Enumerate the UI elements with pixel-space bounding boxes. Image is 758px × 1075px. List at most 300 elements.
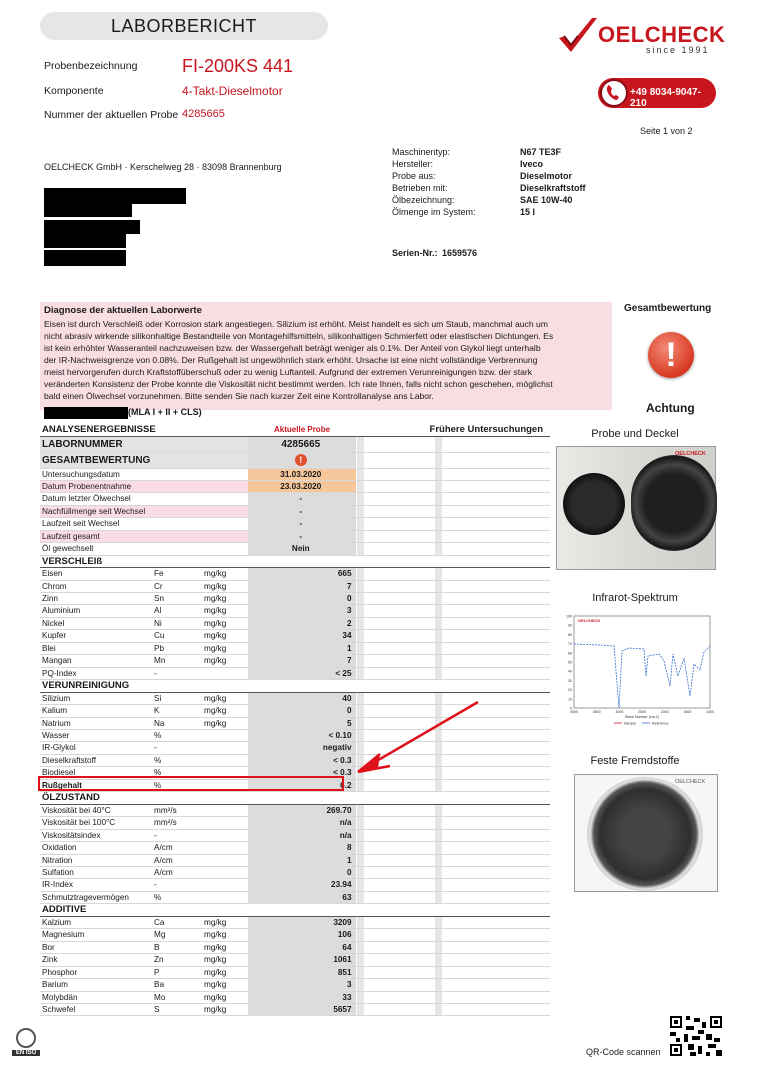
info-name: Datum letzter Ölwechsel <box>40 493 248 505</box>
info-name: Öl gewechselt <box>40 543 248 555</box>
previous-cell <box>434 452 442 468</box>
sample-name-label: Probenbezeichnung <box>44 60 138 72</box>
previous-cell <box>434 891 442 903</box>
previous-cell <box>434 568 442 580</box>
param-value: 1 <box>248 642 356 654</box>
previous-cell <box>434 593 442 605</box>
ir-ytick: 70 <box>568 642 572 647</box>
foreign-matter-photo <box>574 774 718 892</box>
param-name: Mangan <box>40 655 152 667</box>
param-name: Magnesium <box>40 929 152 941</box>
param-value: 0 <box>248 867 356 879</box>
param-symbol: Mg <box>152 929 202 941</box>
param-value: 23.94 <box>248 879 356 891</box>
previous-cell <box>434 804 442 816</box>
param-value: n/a <box>248 817 356 829</box>
param-unit: mg/kg <box>202 916 248 928</box>
param-symbol: % <box>152 767 202 779</box>
table-row <box>40 929 549 941</box>
overall-symbol: ! <box>295 454 307 466</box>
redacted-block <box>44 220 140 234</box>
previous-cell <box>434 817 442 829</box>
machine-values <box>520 146 586 218</box>
param-value: negativ <box>248 742 356 754</box>
info-row <box>40 530 549 542</box>
sample-from-value: Dieselmotor <box>520 171 573 181</box>
param-unit: mg/kg <box>202 593 248 605</box>
table-row <box>40 916 549 928</box>
param-name: PQ-Index <box>40 667 152 679</box>
section-title: ÖLZUSTAND <box>40 792 549 804</box>
table-row <box>40 617 549 629</box>
param-value: 7 <box>248 655 356 667</box>
previous-cell <box>356 436 364 452</box>
info-row <box>40 518 549 530</box>
oil-name-value: SAE 10W-40 <box>520 195 573 205</box>
param-symbol: - <box>152 742 202 754</box>
photo-logo: OELCHECK <box>675 451 706 457</box>
param-symbol: % <box>152 730 202 742</box>
machine-type-label: Maschinentyp: <box>392 147 451 157</box>
table-row <box>40 979 549 991</box>
previous-cell <box>356 954 364 966</box>
sample-from-label: Probe aus: <box>392 171 436 181</box>
table-row <box>40 966 549 978</box>
previous-cell <box>434 530 442 542</box>
previous-cell <box>356 630 364 642</box>
ir-xlabel: Wave Number (cm-1) <box>624 715 660 719</box>
diagnosis-text <box>44 318 610 402</box>
section-header <box>40 555 549 567</box>
current-sample-header: Aktuelle Probe <box>248 424 356 436</box>
ir-ytick: 50 <box>568 660 572 665</box>
param-symbol: Si <box>152 692 202 704</box>
overall-label: GESAMTBEWERTUNG <box>40 452 248 468</box>
previous-cell <box>434 1003 442 1015</box>
param-unit: mg/kg <box>202 979 248 991</box>
param-symbol: % <box>152 779 202 791</box>
previous-cell <box>434 916 442 928</box>
section-title: VERUNREINIGUNG <box>40 680 549 692</box>
foreign-caption: Feste Fremdstoffe <box>590 755 680 767</box>
previous-cell <box>356 580 364 592</box>
param-name: Viskosität bei 40°C <box>40 804 152 816</box>
previous-cell <box>356 879 364 891</box>
table-row <box>40 879 549 891</box>
param-value: 1061 <box>248 954 356 966</box>
info-name: Laufzeit gesamt <box>40 530 248 542</box>
param-unit: mg/kg <box>202 568 248 580</box>
sender-address: OELCHECK GmbH · Kerschelweg 28 · 83098 Brannenburg <box>44 162 282 172</box>
param-symbol: Mo <box>152 991 202 1003</box>
previous-cell <box>434 779 442 791</box>
param-name: IR-Index <box>40 879 152 891</box>
previous-cell <box>434 630 442 642</box>
ir-ytick: 40 <box>568 669 572 674</box>
param-unit: mg/kg <box>202 642 248 654</box>
previous-cell <box>356 505 364 517</box>
previous-cell <box>356 929 364 941</box>
soot-highlight-box <box>38 776 344 791</box>
previous-header: Frühere Untersuchungen <box>364 424 549 436</box>
qr-code-icon[interactable] <box>668 1014 724 1058</box>
info-row <box>40 493 549 505</box>
previous-cell <box>356 518 364 530</box>
info-name: Untersuchungsdatum <box>40 468 248 480</box>
previous-cell <box>356 530 364 542</box>
table-row <box>40 630 549 642</box>
previous-cell <box>434 941 442 953</box>
redacted-block <box>44 234 126 248</box>
param-value: 851 <box>248 966 356 978</box>
ir-legend-sample: Sample <box>624 721 637 726</box>
info-value: 31.03.2020 <box>248 468 356 480</box>
phone-badge[interactable] <box>598 78 716 108</box>
previous-cell <box>356 493 364 505</box>
info-name: Datum Probenentnahme <box>40 480 248 492</box>
param-value: 40 <box>248 692 356 704</box>
info-value: 23.03.2020 <box>248 480 356 492</box>
param-name: Biodiesel <box>40 767 152 779</box>
info-value: - <box>248 530 356 542</box>
sample-lid-photo <box>556 446 716 570</box>
param-unit: mg/kg <box>202 705 248 717</box>
cert-text: EN ISO <box>12 1050 40 1056</box>
previous-cell <box>356 979 364 991</box>
page-indicator: Seite 1 von 2 <box>640 126 693 136</box>
info-name: Laufzeit seit Wechsel <box>40 518 248 530</box>
param-value: < 0.10 <box>248 730 356 742</box>
ir-logo: OELCHECK <box>578 618 601 623</box>
param-name: Natrium <box>40 717 152 729</box>
param-unit <box>202 842 248 854</box>
param-symbol: - <box>152 667 202 679</box>
redacted-block <box>44 250 126 266</box>
previous-cell <box>434 617 442 629</box>
previous-cell <box>356 842 364 854</box>
sample-name-value: FI-200KS 441 <box>182 56 294 76</box>
param-symbol: % <box>152 754 202 766</box>
param-unit <box>202 817 248 829</box>
checkmark-icon <box>556 14 600 58</box>
param-symbol: - <box>152 829 202 841</box>
param-value: 7 <box>248 580 356 592</box>
previous-cell <box>356 829 364 841</box>
table-row <box>40 991 549 1003</box>
param-name: Bor <box>40 941 152 953</box>
param-unit <box>202 879 248 891</box>
previous-cell <box>434 867 442 879</box>
component-value: 4-Takt-Dieselmotor <box>182 84 283 98</box>
param-unit: mg/kg <box>202 966 248 978</box>
table-row <box>40 941 549 953</box>
param-name: Schmutztragevermögen <box>40 891 152 903</box>
param-symbol: Zn <box>152 954 202 966</box>
param-value: < 0.3 <box>248 754 356 766</box>
previous-cell <box>356 642 364 654</box>
previous-cell <box>356 543 364 555</box>
param-unit: mg/kg <box>202 580 248 592</box>
param-symbol: Cu <box>152 630 202 642</box>
diagnosis-line: nicht abrasiv wirkende silikonhaltige Bestandteile von Montagehilfsmitteln, silikonhaltigen Schmierfett oder elastischen Dichtungen. Es <box>44 331 554 341</box>
info-value: Nein <box>248 543 356 555</box>
table-row <box>40 580 549 592</box>
previous-cell <box>356 617 364 629</box>
param-name: Zink <box>40 954 152 966</box>
qr-label: QR-Code scannen <box>586 1047 661 1057</box>
assessment-label: Achtung <box>646 401 695 415</box>
info-row <box>40 505 549 517</box>
diagnosis-line: bald einen Ölwechsel vorzunehmen. Bitte senden Sie nach kurzer Zeit eine Kontrollanalyse ans Labor. <box>44 391 434 401</box>
ir-xtick: 1500 <box>683 710 692 714</box>
param-unit <box>202 730 248 742</box>
redacted-block <box>44 188 186 204</box>
previous-cell <box>356 966 364 978</box>
param-symbol: Ba <box>152 979 202 991</box>
param-name: Nickel <box>40 617 152 629</box>
previous-cell <box>434 436 442 452</box>
param-unit: mg/kg <box>202 954 248 966</box>
machine-type-value: N67 TE3F <box>520 147 562 157</box>
previous-cell <box>356 593 364 605</box>
param-symbol: Al <box>152 605 202 617</box>
ir-spectrum-svg <box>554 608 716 734</box>
param-name: Wasser <box>40 730 152 742</box>
logo-tagline: since 1991 <box>646 45 710 55</box>
param-unit <box>202 854 248 866</box>
previous-cell <box>356 568 364 580</box>
previous-cell <box>434 991 442 1003</box>
sample-number-value: 4285665 <box>182 108 225 120</box>
param-unit: mg/kg <box>202 655 248 667</box>
phone-icon <box>600 79 628 107</box>
param-value: < 0.3 <box>248 767 356 779</box>
param-value: 3 <box>248 605 356 617</box>
previous-cell <box>434 543 442 555</box>
param-value: 0 <box>248 705 356 717</box>
assessment-title: Gesamtbewertung <box>624 303 712 314</box>
param-unit: mg/kg <box>202 929 248 941</box>
previous-cell <box>434 518 442 530</box>
ir-ytick: 10 <box>568 697 572 702</box>
lab-number-label: LABORNUMMER <box>40 436 248 452</box>
fuel-label: Betrieben mit: <box>392 183 448 193</box>
previous-cell <box>434 468 442 480</box>
previous-cell <box>356 804 364 816</box>
param-value: 0 <box>248 593 356 605</box>
param-unit: mg/kg <box>202 717 248 729</box>
info-row <box>40 543 549 555</box>
analysis-header: ANALYSENERGEBNISSE <box>40 424 248 436</box>
warning-symbol: ! <box>665 336 677 374</box>
param-name: Chrom <box>40 580 152 592</box>
param-name: Aluminium <box>40 605 152 617</box>
param-value: 665 <box>248 568 356 580</box>
ir-xtick: 1000 <box>706 710 714 714</box>
previous-cell <box>356 817 364 829</box>
param-value: 33 <box>248 991 356 1003</box>
previous-cell <box>356 867 364 879</box>
ir-xtick: 2000 <box>660 710 669 714</box>
table-row <box>40 891 549 903</box>
param-symbol: Mn <box>152 655 202 667</box>
ir-xtick: 2500 <box>638 710 646 714</box>
param-unit <box>202 804 248 816</box>
param-name: Phosphor <box>40 966 152 978</box>
warning-icon <box>648 332 694 378</box>
bottle-image <box>631 455 717 551</box>
previous-cell <box>434 829 442 841</box>
param-unit <box>202 867 248 879</box>
report-title: LABORBERICHT <box>40 12 328 40</box>
ir-ytick: 90 <box>568 623 572 628</box>
previous-cell <box>356 916 364 928</box>
param-symbol: K <box>152 705 202 717</box>
previous-cell <box>356 468 364 480</box>
ir-ytick: 60 <box>568 651 572 656</box>
param-symbol: A/cm <box>152 842 202 854</box>
param-name: Kalium <box>40 705 152 717</box>
param-symbol: - <box>152 879 202 891</box>
param-name: Silizium <box>40 692 152 704</box>
table-row <box>40 804 549 816</box>
param-value: n/a <box>248 829 356 841</box>
table-row <box>40 568 549 580</box>
param-symbol: Ni <box>152 617 202 629</box>
param-symbol: S <box>152 1003 202 1015</box>
param-unit: mg/kg <box>202 1003 248 1015</box>
table-row <box>40 829 549 841</box>
ir-ytick: 20 <box>568 688 572 693</box>
param-unit: mg/kg <box>202 941 248 953</box>
diagnosis-line: veränderten Konsistenz der Probe konnte die Viskosität nicht bestimmt werden. Ich rate Ihnen, falls nicht schon geschehen, möglichst <box>44 379 553 389</box>
oil-name-label: Ölbezeichnung: <box>392 195 455 205</box>
ir-ytick: 30 <box>568 678 572 683</box>
previous-cell <box>356 655 364 667</box>
param-value: 8 <box>248 842 356 854</box>
sample-number-label: Nummer der aktuellen Probe <box>44 109 179 121</box>
info-value: - <box>248 518 356 530</box>
previous-cell <box>434 480 442 492</box>
section-header <box>40 680 549 692</box>
param-name: Viskositätsindex <box>40 829 152 841</box>
info-value: - <box>248 493 356 505</box>
ir-ytick: 80 <box>568 632 572 637</box>
param-name: Kalzium <box>40 916 152 928</box>
table-row <box>40 1003 549 1015</box>
previous-cell <box>434 605 442 617</box>
param-value: 269.70 <box>248 804 356 816</box>
arrow-icon <box>350 696 490 776</box>
cert-icon <box>16 1028 36 1048</box>
previous-cell <box>356 605 364 617</box>
section-title: ADDITIVE <box>40 904 549 916</box>
previous-cell <box>434 954 442 966</box>
param-value: 1 <box>248 854 356 866</box>
param-symbol: Ca <box>152 916 202 928</box>
param-unit <box>202 754 248 766</box>
table-row <box>40 867 549 879</box>
param-name: Kupfer <box>40 630 152 642</box>
param-symbol: A/cm <box>152 854 202 866</box>
photo-caption: Probe und Deckel <box>591 428 679 440</box>
table-row <box>40 842 549 854</box>
cert-badge <box>12 1028 40 1060</box>
param-symbol: P <box>152 966 202 978</box>
param-value: 106 <box>248 929 356 941</box>
table-row <box>40 655 549 667</box>
param-symbol: Cr <box>152 580 202 592</box>
manufacturer-label: Hersteller: <box>392 159 434 169</box>
table-row <box>40 854 549 866</box>
param-name: Viskosität bei 100°C <box>40 817 152 829</box>
param-name: IR-Glykol <box>40 742 152 754</box>
param-symbol: Na <box>152 717 202 729</box>
previous-cell <box>356 891 364 903</box>
kit-label: (MLA I + II + CLS) <box>128 407 202 417</box>
section-header <box>40 792 549 804</box>
previous-cell <box>356 667 364 679</box>
previous-cell <box>356 452 364 468</box>
param-unit <box>202 829 248 841</box>
ir-legend-reference: Reference <box>652 721 669 726</box>
table-row <box>40 667 549 679</box>
param-name: Sulfation <box>40 867 152 879</box>
diagnosis-line: ist kein erhöhter Wasseranteil nachzuweisen bzw. der Wassergehalt beträgt weniger als 0.1%. Der Anteil von Glykol liegt unterhalb <box>44 343 541 353</box>
previous-cell <box>434 493 442 505</box>
ir-xtick: 4000 <box>570 710 578 714</box>
param-symbol: B <box>152 941 202 953</box>
param-value: 6.2 <box>248 779 356 791</box>
previous-cell <box>356 1003 364 1015</box>
filter-image <box>587 777 706 891</box>
previous-cell <box>434 929 442 941</box>
ir-xtick: 3500 <box>592 710 601 714</box>
param-unit: mg/kg <box>202 991 248 1003</box>
table-row <box>40 817 549 829</box>
param-value: 34 <box>248 630 356 642</box>
previous-cell <box>356 941 364 953</box>
previous-cell <box>356 480 364 492</box>
foreign-logo: OELCHECK <box>675 779 706 785</box>
ir-xtick: 3000 <box>615 710 624 714</box>
section-header <box>40 904 549 916</box>
table-row <box>40 593 549 605</box>
machine-labels <box>392 146 476 218</box>
param-value: 3 <box>248 979 356 991</box>
previous-cell <box>434 667 442 679</box>
previous-cell <box>434 655 442 667</box>
param-symbol: Fe <box>152 568 202 580</box>
param-symbol: A/cm <box>152 867 202 879</box>
previous-cell <box>434 642 442 654</box>
param-unit: mg/kg <box>202 605 248 617</box>
lid-image <box>563 473 625 535</box>
lab-number-value: 4285665 <box>248 436 356 452</box>
param-unit: mg/kg <box>202 630 248 642</box>
oelcheck-logo <box>556 14 726 60</box>
param-name: Dieselkraftstoff <box>40 754 152 766</box>
param-symbol: Sn <box>152 593 202 605</box>
previous-cell <box>434 979 442 991</box>
param-name: Rußgehalt <box>40 779 152 791</box>
diagnosis-line: der IR-Nachweisgrenze von 0.08%. Der Rußgehalt ist ungewöhnlich stark erhöht. Ursache ist eine nicht vollständige Verbrennung <box>44 355 538 365</box>
param-name: Molybdän <box>40 991 152 1003</box>
ir-spectrum-chart <box>554 608 716 734</box>
serial-value: 1659576 <box>442 248 478 258</box>
param-value: 2 <box>248 617 356 629</box>
info-row <box>40 468 549 480</box>
